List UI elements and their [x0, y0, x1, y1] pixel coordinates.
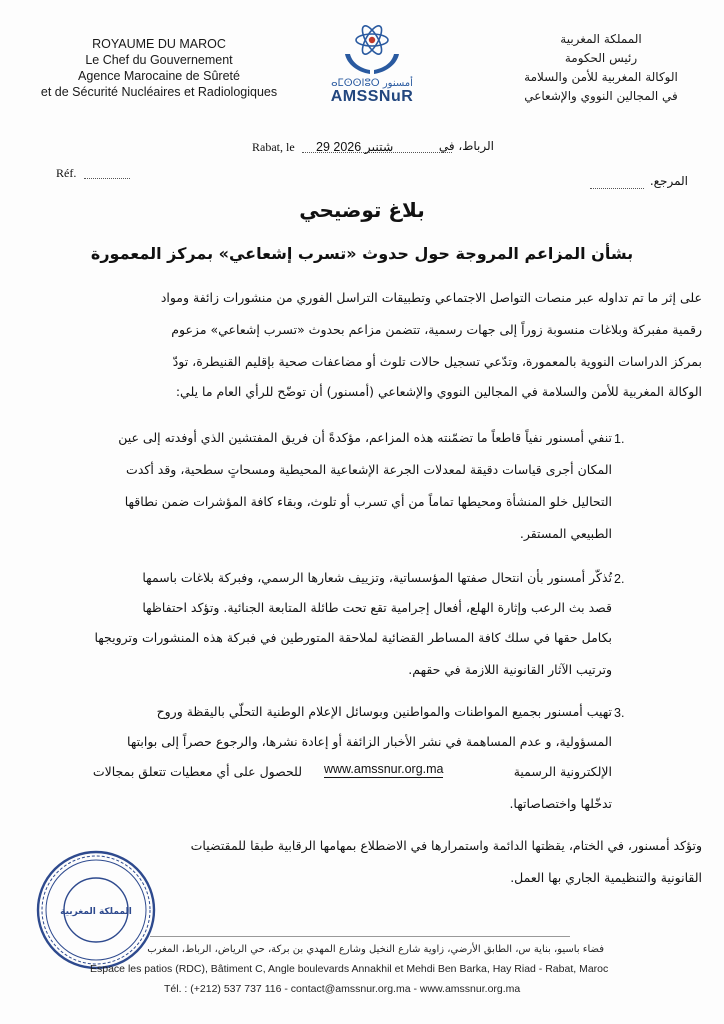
header-right-line: المملكة المغربية	[560, 32, 642, 46]
header-right-line: في المجالين النووي والإشعاعي	[524, 89, 678, 103]
reference-label-ar: المرجع.	[649, 174, 688, 188]
item-line: تُذكّر أمسنور بأن انتحال صفتها المؤسساتية، وتزييف شعارها الرسمي، وفبركة بلاغات باسمها	[142, 570, 612, 585]
item-line: للحصول على أي معطيات تتعلق بمجالات	[92, 764, 302, 779]
item-line: المكان أجرى قياسات دقيقة لمعدلات الجرعة الإشعاعية المحيطية ومسحاتٍ سطحية، وقد أكدت	[126, 462, 612, 477]
footer-contact: Tél. : (+212) 537 737 116 - contact@amssnur.org.ma - www.amssnur.org.ma	[164, 983, 521, 995]
item-line: قصد بث الرعب وإثارة الهلع، أفعال إجرامية تقع تحت طائلة المتابعة الجنائية. وتؤكد احتفاظها	[142, 600, 612, 615]
stamp-text: المملكة المغربية	[60, 907, 132, 917]
item-line: بكامل حقها في سلك كافة المساطر القضائية لملاحقة المتورطين في فبركة هذه المنشورات وترويجها	[94, 630, 612, 645]
header-left-line: ROYAUME DU MAROC	[92, 37, 226, 51]
header-left-line: Le Chef du Gouvernement	[85, 53, 233, 67]
closing-line: القانونية والتنظيمية الجاري بها العمل.	[510, 870, 702, 885]
item-line: تدخّلها واختصاصاتها.	[509, 796, 612, 811]
header-right-line: الوكالة المغربية للأمن والسلامة	[524, 70, 678, 84]
intro-line: على إثر ما تم تداوله عبر منصات التواصل الاجتماعي وتطبيقات التراسل الفوري من منشورات زائفة ومواد	[160, 290, 702, 305]
header-left-line: Agence Marocaine de Sûreté	[78, 69, 240, 83]
footer-address-fr: Espace les patios (RDC), Bâtiment C, Angle boulevards Annakhil et Mehdi Ben Barka, Hay Riad - Rabat, Maroc	[90, 963, 609, 975]
item-line: التحاليل خلو المنشأة ومحيطها تماماً من أي تسرب أو تلوث، وبقاء كافة المؤشرات ضمن نطاقها	[124, 494, 612, 509]
date-label-fr: Rabat, le	[252, 140, 295, 154]
document-title: بلاغ توضيحي	[299, 198, 425, 222]
agency-logo	[320, 18, 424, 120]
reference-label-fr: Réf.	[56, 166, 77, 180]
document-subtitle: بشأن المزاعم المروجة حول حدوث «تسرب إشعاعي» بمركز المعمورة	[90, 244, 634, 263]
official-stamp	[34, 848, 158, 972]
intro-line: رقمية مفبركة وبلاغات منسوبة زوراً إلى جهات رسمية، تتضمن مزاعم بحدوث «تسرب إشعاعي» مزعوم	[171, 322, 702, 337]
header-right-ar	[494, 30, 708, 106]
intro-line: الوكالة المغربية للأمن والسلامة في المجالين النووي والإشعاعي (أمسنور) أن توضّح للرأي العام ما يلي:	[175, 384, 702, 399]
item-number: 1.	[614, 432, 625, 446]
item-line: المسؤولية، و عدم المساهمة في نشر الأخبار الزائفة أو إعادة نشرها، والرجوع حصراً إلى بوابتها	[127, 734, 612, 749]
logo-arabic-text: ⴰⵎⵙⵙⵏⵓⵔ أمسنور	[331, 78, 413, 89]
item-line: الطبيعي المستقر.	[519, 526, 612, 541]
footer-address-ar: فضاء باسيو، بناية س، الطابق الأرضي، زاوية شارع النخيل وشارع المهدي بن بركة، حي الرياض، الرباط، المغرب	[147, 944, 604, 955]
item-line: الإلكترونية الرسمية	[513, 764, 612, 779]
reference-dotted-line-fr	[84, 178, 130, 179]
website-link[interactable]: www.amssnur.org.ma	[324, 762, 444, 776]
date-label-ar: الرباط، في	[438, 139, 494, 153]
intro-line: بمركز الدراسات النووية بالمعمورة، وتدّعي تسجيل حالات تلوث أو مضاعفات صحية بإقليم القنيطرة، تودّ	[172, 354, 702, 369]
item-line: وترتيب الآثار القانونية اللازمة في حقهم.	[408, 662, 612, 677]
item-line: تنفي أمسنور نفياً قاطعاً ما تضمّنته هذه المزاعم، مؤكدةً أن فريق المفتشين الذي أوفدته إلى عين	[118, 430, 612, 445]
atom-hands-icon	[337, 18, 407, 80]
item-line: تهيب أمسنور بجميع المواطنات والمواطنين وبوسائل الإعلام الوطنية التحلّي باليقظة وروح	[156, 704, 612, 719]
header-right-line: رئيس الحكومة	[564, 51, 638, 65]
footer-divider	[150, 936, 570, 937]
header-left-fr	[20, 36, 298, 100]
logo-latin-text: AMSSNuR	[330, 88, 414, 105]
date-line	[252, 139, 494, 157]
reference-dotted-line-ar	[590, 188, 644, 189]
header-left-line: et de Sécurité Nucléaires et Radiologiques	[40, 85, 278, 99]
date-value: 29 شتنبر 2026	[316, 140, 394, 154]
closing-line: وتؤكد أمسنور، في الختام، يقظتها الدائمة واستمرارها في الاضطلاع بمهامها الرقابية طبقا للمقتضيات	[190, 838, 702, 853]
item-number: 2.	[614, 572, 625, 586]
item-number: 3.	[614, 706, 625, 720]
